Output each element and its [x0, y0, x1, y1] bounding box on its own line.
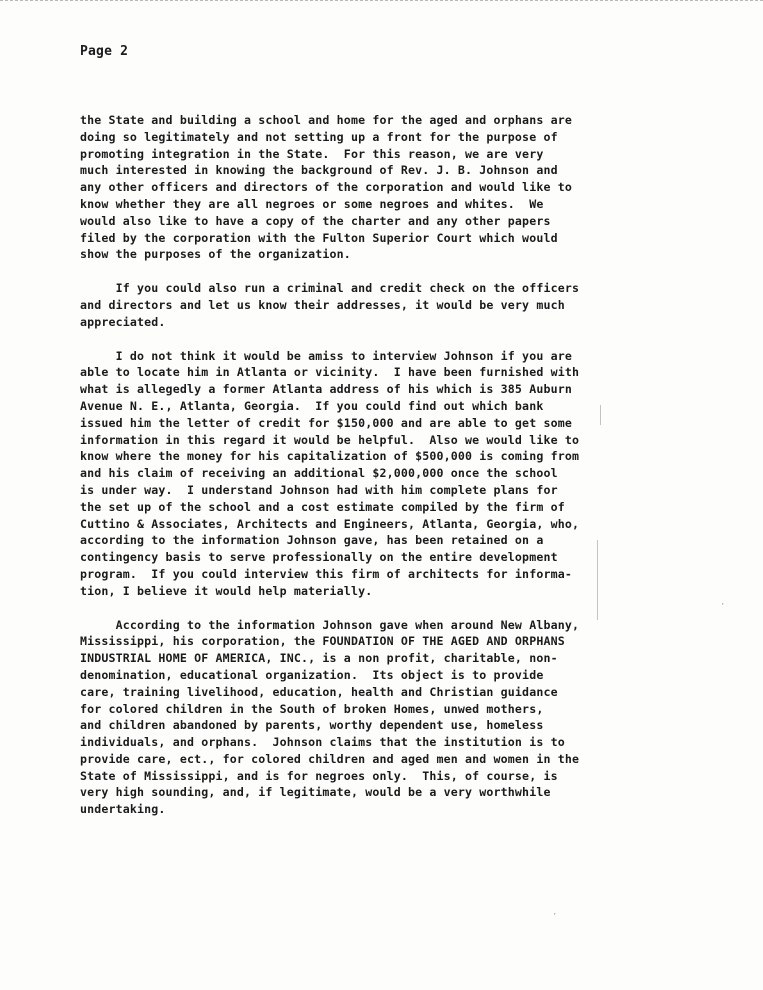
- text-line: undertaking.: [80, 802, 166, 817]
- text-line: Mississippi, his corporation, the FOUNDATION OF THE AGED AND ORPHANS: [80, 634, 565, 649]
- margin-rule-mark: [597, 540, 598, 620]
- text-line: appreciated.: [80, 314, 166, 329]
- text-line: Cuttino & Associates, Architects and Engineers, Atlanta, Georgia, who,: [80, 516, 580, 531]
- text-line: very high sounding, and, if legitimate, would be a very worthwhile: [80, 785, 551, 800]
- text-line: contingency basis to serve professionally on the entire development: [80, 550, 558, 565]
- text-line: and his claim of receiving an additional $2,000,000 once the school: [80, 466, 558, 481]
- text-line: According to the information Johnson gave when around New Albany,: [80, 617, 580, 632]
- text-line: filed by the corporation with the Fulton Superior Court which would: [80, 230, 558, 245]
- text-line: what is allegedly a former Atlanta address of his which is 385 Auburn: [80, 382, 572, 397]
- text-line: If you could also run a criminal and credit check on the officers: [80, 281, 580, 296]
- paragraph: [80, 348, 720, 600]
- text-line: know where the money for his capitalization of $500,000 is coming from: [80, 449, 580, 464]
- text-line: the State and building a school and home for the aged and orphans are: [80, 113, 572, 127]
- letter-body: [80, 112, 720, 835]
- scan-speck: ·: [720, 600, 726, 610]
- text-line: information in this regard it would be helpful. Also we would like to: [80, 432, 580, 447]
- text-line: show the purposes of the organization.: [80, 247, 351, 262]
- text-line: would also like to have a copy of the charter and any other papers: [80, 213, 551, 228]
- text-line: INDUSTRIAL HOME OF AMERICA, INC., is a non profit, charitable, non-: [80, 651, 558, 666]
- page-top-edge: [0, 0, 763, 1]
- text-line: issued him the letter of credit for $150,000 and are able to get some: [80, 415, 572, 430]
- text-line: and directors and let us know their addresses, it would be very much: [80, 297, 565, 312]
- text-line: provide care, ect., for colored children and aged men and women in the: [80, 751, 580, 766]
- text-line: Avenue N. E., Atlanta, Georgia. If you could find out which bank: [80, 398, 544, 413]
- text-line: I do not think it would be amiss to interview Johnson if you are: [80, 348, 572, 363]
- text-line: know whether they are all negroes or some negroes and whites. We: [80, 196, 544, 211]
- text-line: much interested in knowing the background of Rev. J. B. Johnson and: [80, 163, 558, 178]
- text-line: the set up of the school and a cost estimate compiled by the firm of: [80, 499, 565, 514]
- text-line: denomination, educational organization. Its object is to provide: [80, 667, 544, 682]
- text-line: able to locate him in Atlanta or vicinity. I have been furnished with: [80, 365, 580, 380]
- text-line: individuals, and orphans. Johnson claims that the institution is to: [80, 735, 565, 750]
- text-line: any other officers and directors of the corporation and would like to: [80, 180, 572, 195]
- text-line: care, training livelihood, education, health and Christian guidance: [80, 684, 558, 699]
- text-line: promoting integration in the State. For this reason, we are very: [80, 146, 544, 161]
- page-number: Page 2: [80, 44, 129, 59]
- text-line: for colored children in the South of broken Homes, unwed mothers,: [80, 701, 544, 716]
- scan-speck: ·: [552, 910, 558, 920]
- paragraph: [80, 617, 720, 819]
- paragraph: [80, 280, 720, 330]
- margin-rule-mark: [600, 405, 601, 425]
- text-line: is under way. I understand Johnson had with him complete plans for: [80, 482, 558, 497]
- text-line: program. If you could interview this firm of architects for informa-: [80, 566, 572, 581]
- text-line: and children abandoned by parents, worthy dependent use, homeless: [80, 718, 544, 733]
- text-line: tion, I believe it would help materially.: [80, 583, 373, 598]
- text-line: according to the information Johnson gave, has been retained on a: [80, 533, 544, 548]
- paragraph: [80, 112, 720, 263]
- text-line: doing so legitimately and not setting up a front for the purpose of: [80, 129, 558, 144]
- text-line: State of Mississippi, and is for negroes only. This, of course, is: [80, 768, 558, 783]
